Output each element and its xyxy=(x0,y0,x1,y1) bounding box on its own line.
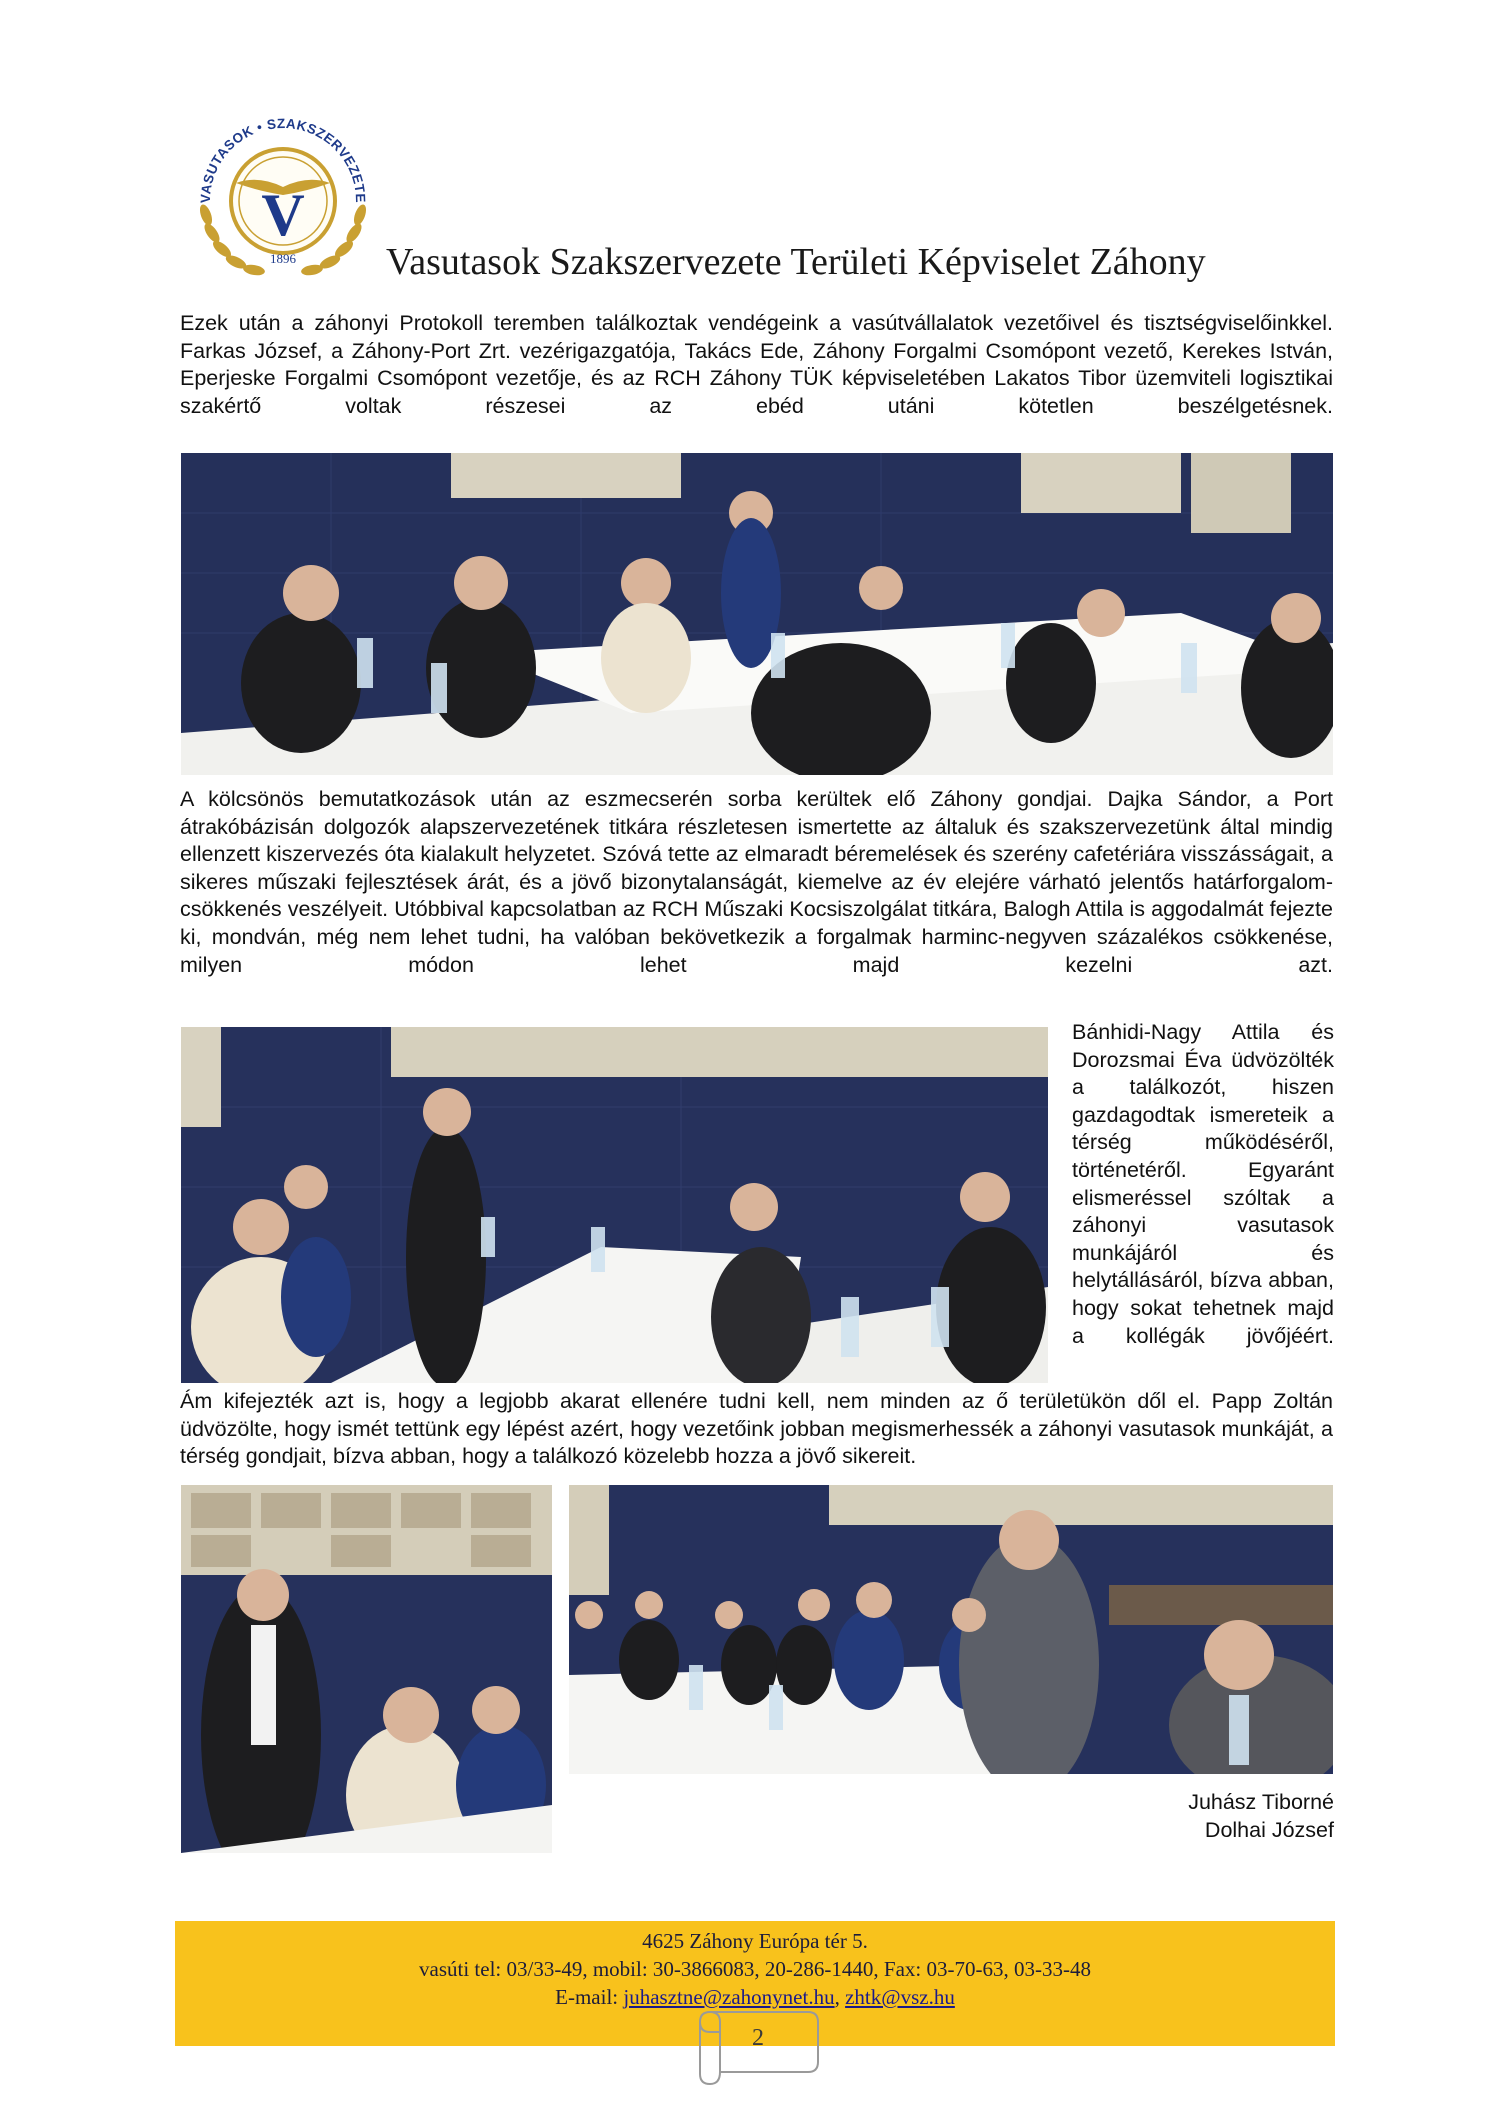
email-separator: , xyxy=(834,1985,840,2009)
footer-email-label: E-mail: xyxy=(555,1985,619,2009)
email-link-2[interactable]: zhtk@vsz.hu xyxy=(845,1985,955,2009)
union-logo xyxy=(188,105,378,283)
svg-text:VASUTASOK • SZAKSZERVEZETE: VASUTASOK • SZAKSZERVEZETE xyxy=(197,115,369,204)
signature xyxy=(1188,1788,1334,1844)
meeting-photo-3 xyxy=(181,1485,552,1853)
meeting-photo-1 xyxy=(181,453,1333,775)
meeting-photo-4 xyxy=(569,1485,1333,1774)
svg-text:V: V xyxy=(261,182,305,248)
footer-address: 4625 Záhony Európa tér 5. xyxy=(642,1929,868,1953)
signature-line-1: Juhász Tiborné xyxy=(1188,1790,1334,1814)
svg-text:1896: 1896 xyxy=(270,251,296,266)
meeting-photo-2 xyxy=(181,1027,1048,1383)
article-paragraph-1: Ezek után a záhonyi Protokoll teremben találkoztak vendégeink a vasútvállalatok vezetőivel és tisztségviselőinkkel. Farkas József, a Záhony-Port Zrt. vezérigazgatója, Takács Ede, Záhony Forgalmi Csomópont vezető, Kerekes István, Eperjeske Forgalmi Csomópont vezetője, és az RCH Záhony TÜK képviseletében Lakatos Tibor üzemviteli logisztikai szakértő voltak részesei az ebéd utáni kötetlen beszélgetésnek. xyxy=(180,311,1333,418)
email-link-1[interactable]: juhasztne@zahonynet.hu xyxy=(623,1985,835,2009)
article-paragraph-3: Bánhidi-Nagy Attila és Dorozsmai Éva üdvözölték a találkozót, hiszen gazdagodtak ismereteik a térség működéséről, történetéről. Egyaránt elismeréssel szóltak a záhonyi vasutasok munkájáról és helytállásáról, bízva abban, hogy sokat tehetnek majd a kollégák jövőjéért. xyxy=(1072,1020,1334,1348)
footer-phones: vasúti tel: 03/33-49, mobil: 30-3866083, 20-286-1440, Fax: 03-70-63, 03-33-48 xyxy=(419,1957,1091,1981)
article-paragraph-2: A kölcsönös bemutatkozások után az eszmecserén sorba kerültek elő Záhony gondjai. Dajka Sándor, a Port átrakóbázisán dolgozók alapszervezetének titkára részletesen ismertette az általuk és szakszervezetünk által mindig ellenzett kiszervezés óta kialakult helyzetet. Szóvá tette az elmaradt béremelések és szerény cafetériára visszásságait, a sikeres műszaki fejlesztések árát, és a jövő bizonytalanságát, kiemelve az év elejére várható jelentős határforgalom-csökkenés veszélyeit. Utóbbival kapcsolatban az RCH Műszaki Kocsiszolgálat titkára, Balogh Attila is aggodalmát fejezte ki, mondván, még nem lehet tudni, ha valóban bekövetkezik a forgalmak harminc-negyven százalékos csökkenése, milyen módon lehet majd kezelni azt. xyxy=(180,787,1333,977)
page-number: 2 xyxy=(752,2025,764,2051)
signature-line-2: Dolhai József xyxy=(1204,1818,1334,1842)
article-paragraph-4: Ám kifejezték azt is, hogy a legjobb akarat ellenére tudni kell, nem minden az ő területükön dől el. Papp Zoltán üdvözölte, hogy ismét tettünk egy lépést azért, hogy vezetőink jobban megismerhessék a záhonyi vasutasok munkáját, a térség gondjait, bízva abban, hogy a találkozó közelebb hozza a jövő sikereit. xyxy=(180,1389,1333,1469)
organization-title: Vasutasok Szakszervezete Területi Képviselet Záhony xyxy=(386,241,1206,283)
